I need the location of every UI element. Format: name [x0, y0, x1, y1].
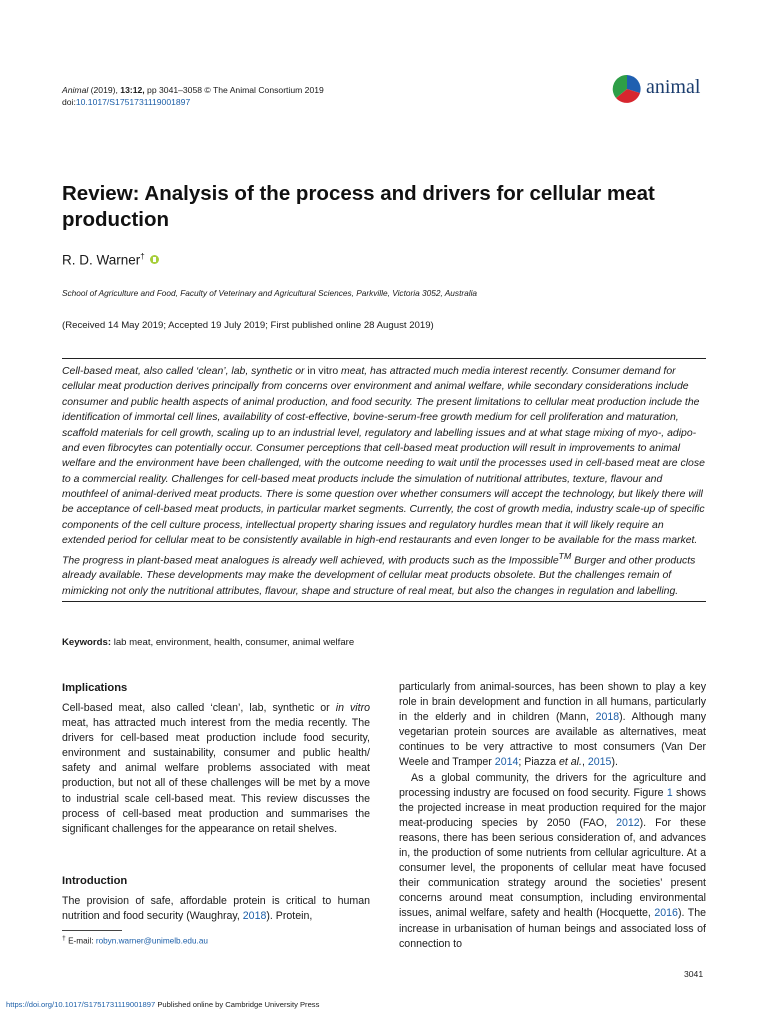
keywords-text: lab meat, environment, health, consumer, animal welfare — [111, 637, 355, 648]
logo-text: animal — [646, 76, 701, 98]
journal-logo — [612, 72, 712, 106]
introduction-heading: Introduction — [62, 875, 128, 887]
doi-line: doi:10.1017/S1751731119001897 — [62, 97, 191, 107]
published-online-line: https://doi.org/10.1017/S1751731119001897 Published online by Cambridge University Press — [6, 1000, 320, 1009]
figure-link[interactable]: 1 — [666, 786, 673, 799]
footnote: † E-mail: robyn.warner@unimelb.edu.au — [62, 935, 208, 946]
email-link[interactable]: robyn.warner@unimelb.edu.au — [95, 936, 208, 946]
logo-circle-icon — [612, 74, 642, 104]
journal-name: Animal — [62, 85, 89, 95]
ref-link[interactable]: 2014 — [494, 756, 519, 769]
doi-url-link[interactable]: https://doi.org/10.1017/S1751731119001897 — [6, 1000, 156, 1009]
ref-link[interactable]: 2012 — [616, 816, 640, 829]
article-title: Review: Analysis of the process and drivers for cellular meat production — [62, 182, 655, 231]
author — [62, 252, 159, 268]
implications-section — [62, 681, 370, 837]
received-dates: (Received 14 May 2019; Accepted 19 July 2019; First published online 28 August 2019) — [62, 320, 434, 331]
ref-link[interactable]: 2018 — [242, 910, 267, 923]
paragraph: As a global community, the drivers for the agriculture and processing industry are focused on food security. Figure 1 shows the projected increase in meat production required for the major meat-producing species by 2050 (FAO, 2012). For these reasons, there has been serious consideration of, and advances in, the production of some nutrients from cellular agriculture. At a consumer level, the proponents of cellular meat have focused their communication strategy around the societies’ present concerns around meat consumption, including environmental issues, animal welfare, safety and health (Hocquette, 2016). The increase in urbanisation of human beings and associated loss of connection to — [399, 771, 706, 950]
journal-citation: Animal (2019), 13:12, pp 3041–3058 © The Animal Consortium 2019 doi:10.1017/S1751731119001897 — [62, 85, 324, 107]
right-column — [399, 680, 706, 952]
keywords — [62, 637, 354, 648]
ref-link[interactable]: 2016 — [654, 907, 678, 920]
ref-link[interactable]: 2018 — [595, 711, 620, 724]
page-number: 3041 — [684, 969, 704, 979]
implications-heading: Implications — [62, 682, 128, 694]
implications-text: Cell-based meat, also called ‘clean’, lab, synthetic or in vitro meat, has attracted much interest from the media recently. The drivers for cell-based meat production include food security, environment and sustainability, consumer and public health/ safety and animal welfare problems associated with meat production, but not all of these challenges will be met by a move to industrial scale cell-based meat. This review discusses the process of cell-based meat production and summarises the significant challenges for the appearance on retail shelves. — [62, 702, 371, 835]
author-name: R. D. Warner — [62, 252, 141, 268]
volume: 13:12, — [120, 85, 145, 95]
paragraph: particularly from animal-sources, has been shown to play a key role in brain development and function in all humans, particularly in the elderly and in children (Mann, 2018). Although many vegetarian protein sources are available as alternatives, meat continues to be very attractive to most consumers (Van Der Weele and Tramper 2014; Piazza et al., 2015). — [399, 681, 707, 769]
keywords-label: Keywords: — [62, 637, 112, 648]
introduction-text: The provision of safe, affordable protein is critical to human nutrition and food security (Waughray, 2018). Protein, — [62, 895, 370, 923]
abstract: Cell-based meat, also called ‘clean’, lab, synthetic or in vitro meat, has attracted much media interest recently. Consumer demand for cellular meat production derives principally from concerns over environment and animal welfare, while secondary considerations include consumer and public health aspects of animal production, and food security. The present limitations to cellular meat production include the identification of immortal cell lines, availability of cost-effective, bovine-serum-free growth medium for cell proliferation and maturation, scaffold materials for cell growth, scaling up to an industrial level, regulatory and labelling issues and at what stage mixing of myo-, adipo- and even fibrocytes can potentially occur. Consumer perceptions that cell-based meat production will result in improvements to animal welfare and the environment have been challenged, with the outcome needing to wait until the processes used in cell-based meat are close to a commercial reality. Challenges for cell-based meat products include the simulation of nutritional attributes, texture, flavour and mouthfeel of animal-derived meat products. There is some question over whether consumers will accept the technology, but likely there will be acceptance of cell-based meat products, in particular market segments. Currently, the cost of growth media, industry scale-up of specific components of the cell culture process, intellectual property sharing issues and regulatory hurdles mean that it will likely require an extended period for cellular meat to be consistently available in high-end restaurants and even longer to be available for the mass market. The progress in plant-based meat analogues is already well achieved, with products such as the Impossible™ Burger and other products already available. These developments may make the development of cellular meat products obsolete. But the challenges remain of mimicking not only the nutritional attributes, flavour, shape and structure of real meat, but also the changes in regulation and labelling. — [62, 358, 706, 602]
doi-link[interactable]: 10.1017/S1751731119001897 — [75, 97, 191, 107]
author-mark: † — [140, 252, 145, 261]
footnote-divider — [62, 930, 122, 931]
introduction-section — [62, 874, 370, 924]
ref-link[interactable]: 2015 — [587, 756, 612, 769]
affiliation: School of Agriculture and Food, Faculty of Veterinary and Agricultural Sciences, Parkville, Victoria 3052, Australia — [62, 288, 478, 298]
orcid-icon[interactable] — [150, 255, 159, 264]
